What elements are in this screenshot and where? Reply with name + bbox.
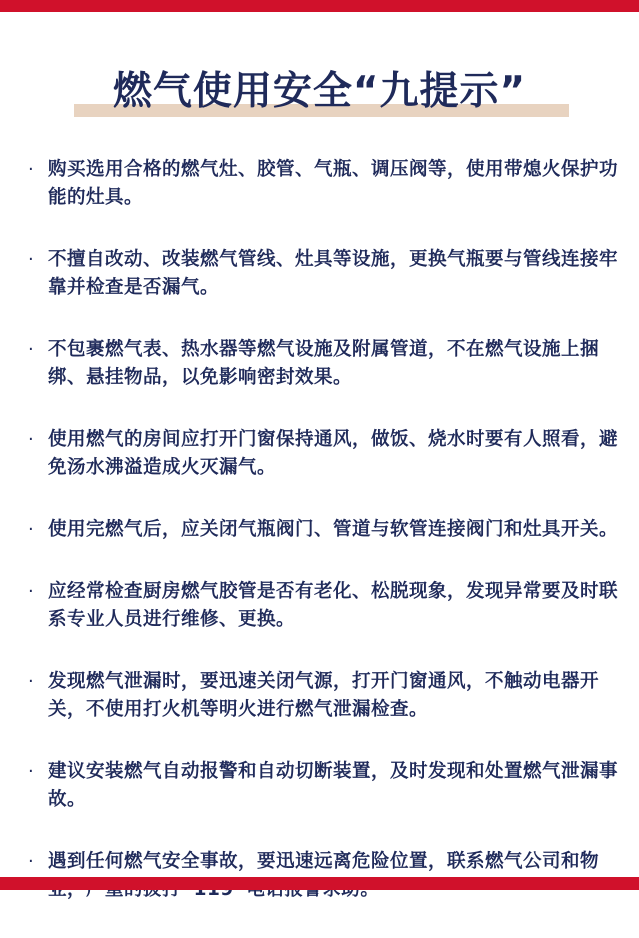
bullet-icon: · [28, 339, 34, 360]
list-item [28, 156, 618, 212]
top-red-bar [0, 0, 639, 12]
list-item [28, 426, 618, 482]
page-title: 燃气使用安全“九提示” [112, 69, 527, 114]
bullet-icon: · [28, 159, 34, 180]
tips-list [28, 156, 618, 938]
list-item [28, 516, 618, 544]
tip-text: 建议安装燃气自动报警和自动切断装置，及时发现和处置燃气泄漏事故。 [48, 761, 619, 810]
tip-text: 不擅自改动、改装燃气管线、灶具等设施，更换气瓶要与管线连接牢靠并检查是否漏气。 [48, 249, 619, 298]
tip-text: 使用燃气的房间应打开门窗保持通风，做饭、烧水时要有人照看，避免汤水沸溢造成火灭漏气。 [48, 429, 619, 478]
list-item [28, 578, 618, 634]
bullet-icon: · [28, 519, 34, 540]
bullet-icon: · [28, 761, 34, 782]
bullet-icon: · [28, 581, 34, 602]
list-item [28, 668, 618, 724]
list-item [28, 246, 618, 302]
tip-text: 使用完燃气后，应关闭气瓶阀门、管道与软管连接阀门和灶具开关。 [48, 519, 619, 540]
list-item [28, 758, 618, 814]
list-item [28, 848, 618, 904]
bullet-icon: · [28, 249, 34, 270]
tip-text: 应经常检查厨房燃气胶管是否有老化、松脱现象，发现异常要及时联系专业人员进行维修、更换。 [48, 581, 619, 630]
bullet-icon: · [28, 671, 34, 692]
tip-text: 遇到任何燃气安全事故，要迅速远离危险位置，联系燃气公司和物 [48, 851, 600, 872]
tip-text: 发现燃气泄漏时，要迅速关闭气源，打开门窗通风，不触动电器开关，不使用打火机等明火进行燃气泄漏检查。 [48, 671, 600, 720]
bullet-icon: · [28, 429, 34, 450]
tip-text: 不包裹燃气表、热水器等燃气设施及附属管道，不在燃气设施上捆绑、悬挂物品，以免影响密封效果。 [48, 339, 600, 388]
bullet-icon: · [28, 851, 34, 872]
title-container [0, 68, 639, 116]
tip-text: 购买选用合格的燃气灶、胶管、气瓶、调压阀等，使用带熄火保护功能的灶具。 [48, 159, 619, 208]
bottom-red-bar [0, 877, 639, 890]
list-item [28, 336, 618, 392]
